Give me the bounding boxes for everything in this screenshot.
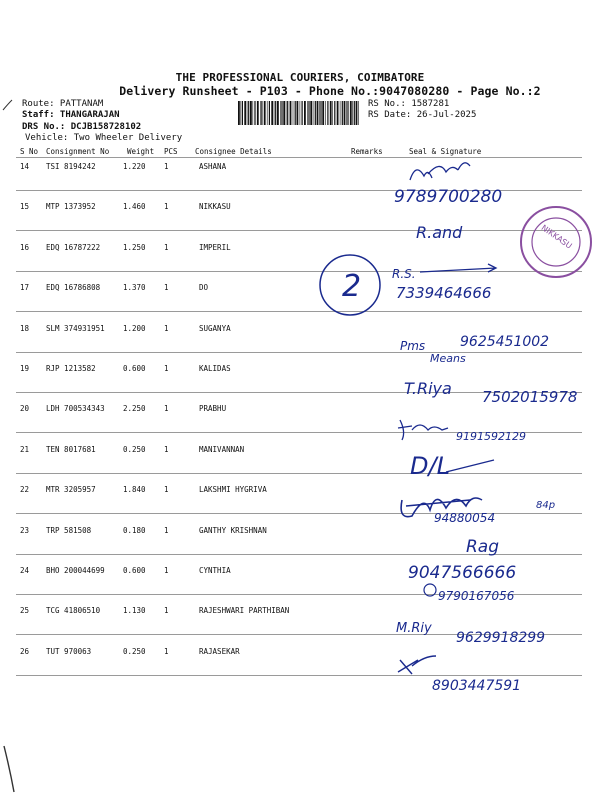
table-row: [0, 283, 600, 295]
row-consignee: LAKSHMI HYGRIVA: [199, 485, 267, 495]
row-consignment-no: TEN 8017681: [46, 444, 96, 454]
barcode-bar: [304, 101, 306, 125]
barcode-bar: [342, 101, 343, 125]
hw-name-riya: T.Riya: [404, 379, 452, 398]
barcode-bar: [334, 101, 335, 125]
row-divider: [16, 190, 582, 191]
row-sno: 23: [20, 525, 30, 535]
row-sno: 14: [20, 162, 30, 171]
row-sno: 26: [20, 646, 30, 656]
row-weight: 1.840: [123, 485, 146, 495]
signature-stroke: [446, 460, 494, 472]
row-sno: 25: [20, 606, 30, 616]
row-divider: [16, 473, 582, 474]
row-divider: [16, 230, 582, 231]
row-weight: 1.250: [123, 242, 146, 252]
hw-phone-1: 9789700280: [394, 187, 503, 207]
barcode-bar: [297, 101, 299, 125]
row-weight: 1.220: [123, 162, 146, 171]
hw-phone-10: 8903447591: [432, 678, 522, 694]
col-seal-signature: Seal & Signature: [409, 147, 482, 156]
col-consignment: Consignment No: [46, 147, 110, 156]
barcode-bar: [260, 101, 261, 125]
row-consignment-no: SLM 374931951: [46, 323, 105, 333]
row-weight: 1.460: [123, 202, 146, 212]
barcode-bar: [281, 101, 282, 125]
hw-sign-rag: Rag: [466, 537, 500, 557]
barcode-bar: [290, 101, 292, 125]
hw-phone-8: 9790167056: [438, 589, 515, 603]
route-label: Route: PATTANAM: [22, 99, 104, 109]
barcode-bar: [358, 101, 359, 125]
barcode-bar: [310, 101, 312, 125]
row-weight: 0.250: [123, 444, 146, 454]
row-divider: [16, 352, 582, 353]
row-sno: 18: [20, 323, 30, 333]
barcode-bar: [253, 101, 254, 125]
barcode-bar: [308, 101, 309, 125]
row-weight: 1.200: [123, 323, 146, 333]
row-consignee: PRABHU: [199, 404, 227, 414]
row-divider: [16, 675, 582, 676]
row-weight: 0.250: [123, 646, 146, 656]
rs-date: RS Date: 26-Jul-2025: [368, 110, 477, 120]
barcode-bar: [322, 101, 324, 125]
row-pcs: 1: [164, 646, 169, 656]
row-sno: 17: [20, 283, 30, 293]
row-consignee: SUGANYA: [199, 323, 231, 333]
barcode-bar: [354, 101, 355, 125]
barcode-bar: [264, 101, 266, 125]
row-pcs: 1: [164, 202, 169, 212]
table-row: [0, 606, 600, 618]
row-consignee: CYNTHIA: [199, 566, 231, 575]
row-sno: 20: [20, 404, 30, 414]
table-row: [0, 526, 600, 538]
company-title: THE PROFESSIONAL COURIERS, COIMBATORE: [175, 71, 425, 84]
barcode: [238, 101, 360, 125]
hw-name-means: Means: [430, 352, 466, 365]
header-divider: [16, 157, 582, 158]
table-row: [0, 566, 600, 578]
row-sno: 16: [20, 242, 30, 252]
barcode-bar: [325, 101, 326, 125]
col-pcs: PCS: [164, 147, 178, 156]
hw-phone-7: 9047566666: [408, 563, 517, 583]
scan-mark: [3, 100, 12, 110]
row-consignee: DO: [199, 283, 209, 293]
barcode-bar: [242, 101, 243, 125]
row-consignee: NIKKASU: [199, 202, 231, 212]
row-sno: 21: [20, 444, 30, 454]
table-row: [0, 647, 600, 659]
row-sno: 24: [20, 566, 30, 575]
row-pcs: 1: [164, 606, 169, 616]
barcode-bar: [307, 101, 308, 125]
row-consignee: KALIDAS: [199, 364, 231, 373]
row-pcs: 1: [164, 323, 169, 333]
barcode-bar: [267, 101, 268, 125]
row-consignment-no: RJP 1213582: [46, 364, 96, 373]
hw-sign-mriy: M.Riy: [396, 621, 432, 636]
table-row: [0, 162, 600, 174]
row-consignment-no: MTP 1373952: [46, 202, 96, 212]
barcode-bar: [330, 101, 332, 125]
row-divider: [16, 271, 582, 272]
barcode-bar: [337, 101, 339, 125]
barcode-bar: [254, 101, 255, 125]
col-weight: Weight: [127, 147, 155, 156]
barcode-bar: [327, 101, 328, 125]
row-pcs: 1: [164, 364, 169, 373]
hw-phone-5: 9191592129: [456, 430, 526, 443]
row-divider: [16, 311, 582, 312]
barcode-bar: [271, 101, 273, 125]
barcode-bar: [313, 101, 314, 125]
barcode-bar: [302, 101, 303, 125]
barcode-bar: [346, 101, 347, 125]
row-consignee: GANTHY KRISHNAN: [199, 525, 267, 535]
barcode-bar: [293, 101, 294, 125]
barcode-bar: [295, 101, 296, 125]
barcode-bar: [257, 101, 259, 125]
barcode-bar: [319, 101, 320, 125]
barcode-bar: [280, 101, 281, 125]
barcode-bar: [269, 101, 270, 125]
barcode-bar: [244, 101, 246, 125]
signature-scribble: [398, 420, 448, 440]
stamp-text: NIKKASU: [539, 223, 574, 251]
row-divider: [16, 554, 582, 555]
row-consignee: ASHANA: [199, 162, 227, 171]
barcode-bar: [340, 101, 341, 125]
hw-sign-pms: Pms: [400, 339, 426, 353]
vehicle-label: Vehicle: Two Wheeler Delivery: [25, 133, 183, 143]
row-consignee: RAJESHWARI PARTHIBAN: [199, 606, 290, 616]
barcode-bar: [317, 101, 319, 125]
hw-sign-dl: D/L: [410, 452, 450, 480]
row-weight: 0.180: [123, 525, 146, 535]
barcode-bar: [261, 101, 262, 125]
barcode-bar: [247, 101, 248, 125]
barcode-bar: [283, 101, 285, 125]
row-consignment-no: TUT 970063: [46, 646, 92, 656]
barcode-bar: [350, 101, 352, 125]
barcode-bar: [241, 101, 242, 125]
barcode-bar: [320, 101, 321, 125]
row-divider: [16, 432, 582, 433]
barcode-bar: [286, 101, 287, 125]
barcode-bar: [315, 101, 316, 125]
barcode-bar: [277, 101, 279, 125]
barcode-bar: [238, 101, 240, 125]
hw-sign-1: R.and: [416, 223, 463, 242]
barcode-bar: [274, 101, 275, 125]
hw-sign-rs: R.S.: [392, 267, 416, 281]
row-weight: 2.250: [123, 404, 146, 414]
row-consignment-no: EDQ 16787222: [46, 242, 101, 252]
row-consignee: RAJASEKAR: [199, 646, 240, 656]
hw-phone-9: 9629918299: [456, 630, 546, 646]
table-row: [0, 485, 600, 497]
row-pcs: 1: [164, 444, 169, 454]
table-row: [0, 202, 600, 214]
row-pcs: 1: [164, 525, 169, 535]
row-sno: 22: [20, 485, 30, 495]
hw-phone-4: 7502015978: [482, 388, 578, 406]
hw-phone-6: 94880054: [434, 511, 496, 525]
barcode-bar: [250, 101, 252, 125]
row-consignee: MANIVANNAN: [199, 444, 245, 454]
barcode-bar: [275, 101, 276, 125]
barcode-bar: [352, 101, 353, 125]
hw-phone-3: 9625451002: [460, 334, 550, 350]
row-pcs: 1: [164, 283, 169, 293]
table-row: [0, 364, 600, 376]
hw-note-84p: 84p: [536, 500, 556, 511]
row-sno: 19: [20, 364, 30, 373]
barcode-bar: [347, 101, 348, 125]
row-divider: [16, 634, 582, 635]
row-consignment-no: EDQ 16786808: [46, 283, 101, 293]
rs-number: RS No.: 1587281: [368, 99, 450, 109]
barcode-bar: [344, 101, 346, 125]
barcode-bar: [356, 101, 358, 125]
row-consignment-no: BHO 200044699: [46, 566, 105, 575]
barcode-bar: [332, 101, 333, 125]
row-consignment-no: MTR 3205957: [46, 485, 96, 495]
table-row: [0, 324, 600, 336]
row-weight: 1.130: [123, 606, 146, 616]
row-consignment-no: TCG 41806510: [46, 606, 101, 616]
table-row: [0, 404, 600, 416]
row-sno: 15: [20, 202, 30, 212]
hw-circled-number: 2: [342, 269, 362, 304]
scan-mark: [4, 746, 14, 792]
barcode-bar: [300, 101, 301, 125]
row-pcs: 1: [164, 162, 169, 171]
row-weight: 0.600: [123, 566, 146, 575]
table-row: [0, 243, 600, 255]
row-consignment-no: LDH 700534343: [46, 404, 105, 414]
row-consignment-no: TSI 8194242: [46, 162, 96, 171]
drs-number: DRS No.: DCJB158728102: [22, 122, 142, 132]
row-weight: 0.600: [123, 364, 146, 373]
col-remarks: Remarks: [351, 147, 383, 156]
barcode-bar: [287, 101, 288, 125]
row-divider: [16, 594, 582, 595]
row-pcs: 1: [164, 566, 169, 575]
staff-label: Staff: THANGARAJAN: [22, 110, 120, 120]
col-consignee: Consignee Details: [195, 147, 272, 156]
col-sno: S No: [20, 147, 39, 156]
row-consignment-no: TRP 581508: [46, 525, 92, 535]
row-pcs: 1: [164, 485, 169, 495]
barcode-bar: [248, 101, 249, 125]
row-divider: [16, 513, 582, 514]
runsheet-subtitle: Delivery Runsheet - P103 - Phone No.:9047080280 - Page No.:2: [119, 84, 541, 98]
hw-phone-2: 7339464666: [396, 284, 492, 302]
row-pcs: 1: [164, 404, 169, 414]
row-consignee: IMPERIL: [199, 242, 231, 252]
row-divider: [16, 392, 582, 393]
row-pcs: 1: [164, 242, 169, 252]
table-row: [0, 445, 600, 457]
row-weight: 1.370: [123, 283, 146, 293]
